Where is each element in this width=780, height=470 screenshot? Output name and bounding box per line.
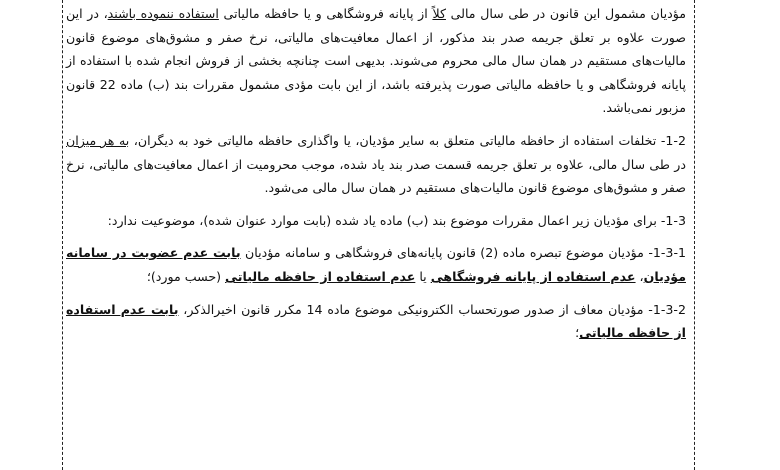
- paragraph-text: ،: [635, 268, 644, 284]
- paragraph-p2: [66, 129, 686, 200]
- paragraph-p5: [66, 298, 686, 345]
- document-body: [66, 2, 686, 354]
- paragraph-text: (حسب مورد)؛: [146, 268, 226, 284]
- paragraph-p1: [66, 2, 686, 120]
- bold-underlined-text: عدم استفاده از پایانه فروشگاهی: [430, 268, 636, 284]
- paragraph-text: 1-2- تخلفات استفاده از حافظه مالیاتی متعلق به سایر مؤدیان، یا واگذاری حافظه مالیاتی خود به دیگران،: [129, 132, 686, 148]
- paragraph-text: 1-3- برای مؤدیان زیر اعمال مقررات موضوع بند (ب) ماده یاد شده (بابت موارد عنوان شده)، موضوعیت ندارد:: [107, 212, 686, 228]
- paragraph-text: مؤدیان مشمول این قانون در طی سال مالی: [445, 6, 686, 21]
- bold-underlined-text: عدم استفاده از حافظه مالیاتی: [225, 268, 416, 284]
- paragraph-text: 1-3-1- مؤدیان موضوع تبصره ماده (2) قانون پایانه‌های فروشگاهی و سامانه مؤدیان: [240, 245, 687, 261]
- underlined-text: استفاده ننموده باشند: [107, 6, 219, 21]
- bold-underlined-text: بابت عدم عضویت در سامانه مؤدیان: [66, 245, 686, 284]
- paragraph-text: 1-3-2- مؤدیان معاف از صدور صورتحساب الکترونیکی موضوع ماده 14 مکرر قانون اخیرالذکر،: [178, 301, 686, 317]
- underlined-text: به هر میزان: [66, 132, 130, 148]
- paragraph-text: ، در این صورت علاوه بر تعلق جریمه صدر بند مذکور، از اعمال معافیت‌های مالیاتی، نرخ صفر و مشوق‌های موضوع قانون مالیات‌های مستقیم در همان سال مالی محروم می‌شوند. بدیهی است چنانچه بخشی از فروش انجام شده با استفاده از پایانه فروشگاهی و یا حافظه مالیاتی صورت پذیرفته باشد، از این بابت مؤدی مشمول مقررات بند (ب) ماده 22 قانون مزبور نمی‌باشد.: [66, 6, 687, 116]
- left-dashed-border: [62, 0, 63, 470]
- paragraph-text: ؛: [575, 325, 580, 341]
- bold-underlined-text: بابت عدم استفاده از حافظه مالیاتی: [66, 301, 686, 341]
- paragraph-p4: [66, 241, 686, 288]
- paragraph-p3: [66, 209, 686, 233]
- paragraph-text: یا: [415, 268, 431, 284]
- underlined-text: کلاً: [432, 6, 446, 21]
- paragraph-text: از پایانه فروشگاهی و یا حافظه مالیاتی: [218, 6, 433, 21]
- right-dashed-border: [694, 0, 695, 470]
- paragraph-text: در طی سال مالی، علاوه بر تعلق جریمه قسمت صدر بند یاد شده، موجب محرومیت از اعمال معافیت‌های مالیاتی، نرخ صفر و مشوق‌های موضوع قانون مالیات‌های مستقیم در همان سال مالی می‌شود.: [66, 156, 686, 196]
